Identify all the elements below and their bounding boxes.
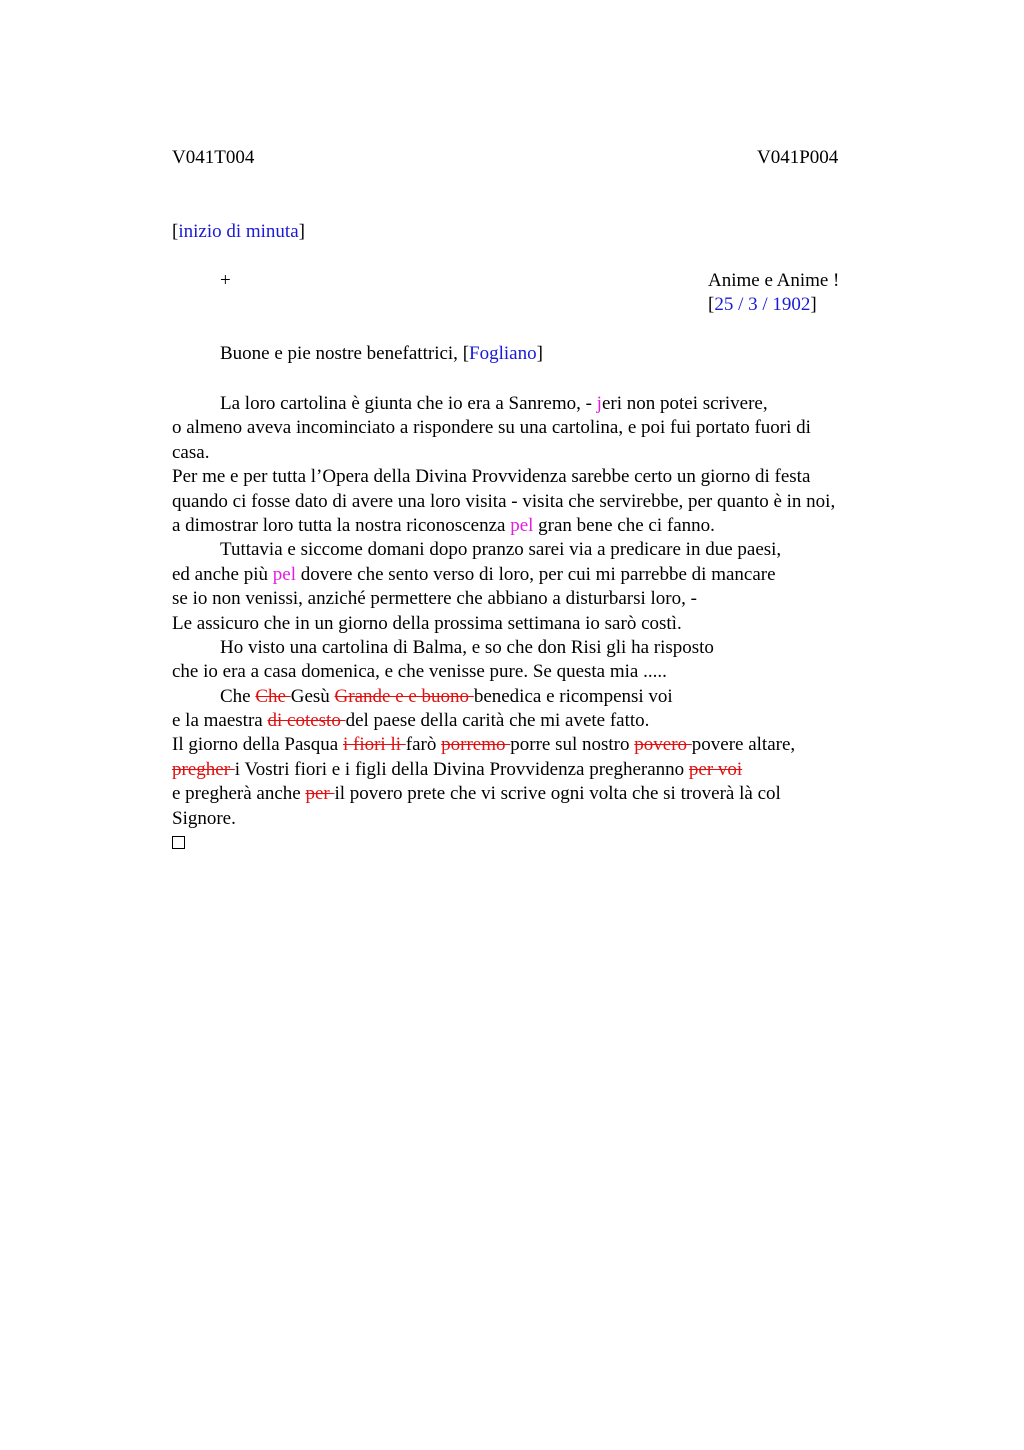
minuta-note [172,220,305,244]
heading-date [708,293,817,317]
cross-symbol: + [220,270,231,291]
date-text: 25 / 3 / 1902 [714,294,811,315]
text-line [172,392,912,416]
salutation [220,342,543,366]
heading-title: Anime e Anime ! [708,270,840,291]
deleted-text: Grande e e buono [334,685,474,707]
text-line: Tuttavia e siccome domani dopo pranzo sarei via a predicare in due paesi, [220,539,782,561]
text-line [172,758,912,782]
text-line: Ho visto una cartolina di Balma, e so che don Risi gli ha risposto [220,636,714,658]
minuta-note-text: inizio di minuta [178,221,299,242]
text-segment: a dimostrar loro tutta la nostra riconoscenza [172,514,511,536]
text-segment: Il giorno della Pasqua [172,734,343,756]
text-segment: il povero prete che vi scrive ogni volta che si troverà là col [334,783,781,805]
deleted-text: Che [255,685,291,707]
text-segment: Che [220,685,256,707]
text-segment: porre sul nostro [510,734,635,756]
deleted-text: di cotesto [267,710,346,732]
text-line [172,782,912,806]
document-code-left: V041T004 [172,147,255,168]
text-segment: gran bene che ci fanno. [533,514,715,536]
correction-mark: j [596,393,602,414]
text-line: o almeno aveva incominciato a rispondere su una cartolina, e poi fui portato fuori di [172,417,811,439]
bracket-open: [ [708,294,715,315]
text-line [172,831,912,855]
text-line [172,685,912,709]
text-line: quando ci fosse dato di avere una loro visita - visita che servirebbe, per quanto è in noi, [172,490,836,512]
deleted-text: porremo [441,734,511,756]
text-segment: ed anche più [172,563,273,585]
text-line: che io era a casa domenica, e che venisse pure. Se questa mia ..... [172,661,667,683]
text-segment: e la maestra [172,710,268,732]
text-segment: eri non potei scrivere, [601,393,768,414]
letter-body [172,392,912,855]
text-line [172,709,912,733]
text-segment: dovere che sento verso di loro, per cui mi parrebbe di mancare [295,563,776,585]
text-segment: povere altare, [691,734,796,756]
text-line [172,563,912,587]
text-line [172,733,912,757]
end-box-icon [172,836,185,849]
deleted-text: i fiori li [342,734,406,756]
text-segment: e pregherà anche [172,783,306,805]
text-segment: benedica e ricompensi voi [473,685,673,707]
text-segment: i Vostri fiori e i figli della Divina Provvidenza pregheranno [234,758,689,780]
text-line: Per me e per tutta l’Opera della Divina Provvidenza sarebbe certo un giorno di festa [172,466,811,488]
text-segment: Gesù [290,685,335,707]
bracket-open: [ [462,343,470,364]
deleted-text: per voi [688,758,743,780]
text-segment: farò [405,734,442,756]
correction-mark: pel [510,514,534,536]
salutation-text: Buone e pie nostre benefattrici, [220,343,463,364]
text-line: Le assicuro che in un giorno della prossima settimana io sarò costì. [172,612,682,634]
deleted-text: pregher [172,758,235,780]
bracket-close: ] [298,221,305,242]
text-segment: La loro cartolina è giunta che io era a Sanremo, - [220,393,597,414]
place-text: Fogliano [469,343,537,364]
deleted-text: povero [634,734,692,756]
text-line: se io non venissi, anziché permettere che abbiano a disturbarsi loro, - [172,588,697,610]
document-code-right: V041P004 [757,147,839,168]
bracket-close: ] [810,294,817,315]
text-line [172,514,912,538]
text-line: Signore. [172,807,236,829]
bracket-close: ] [536,343,543,364]
correction-mark: pel [272,563,296,585]
text-segment: del paese della carità che mi avete fatto. [345,710,650,732]
bracket-open: [ [172,221,179,242]
text-line: casa. [172,441,210,463]
deleted-text: per [305,783,335,805]
